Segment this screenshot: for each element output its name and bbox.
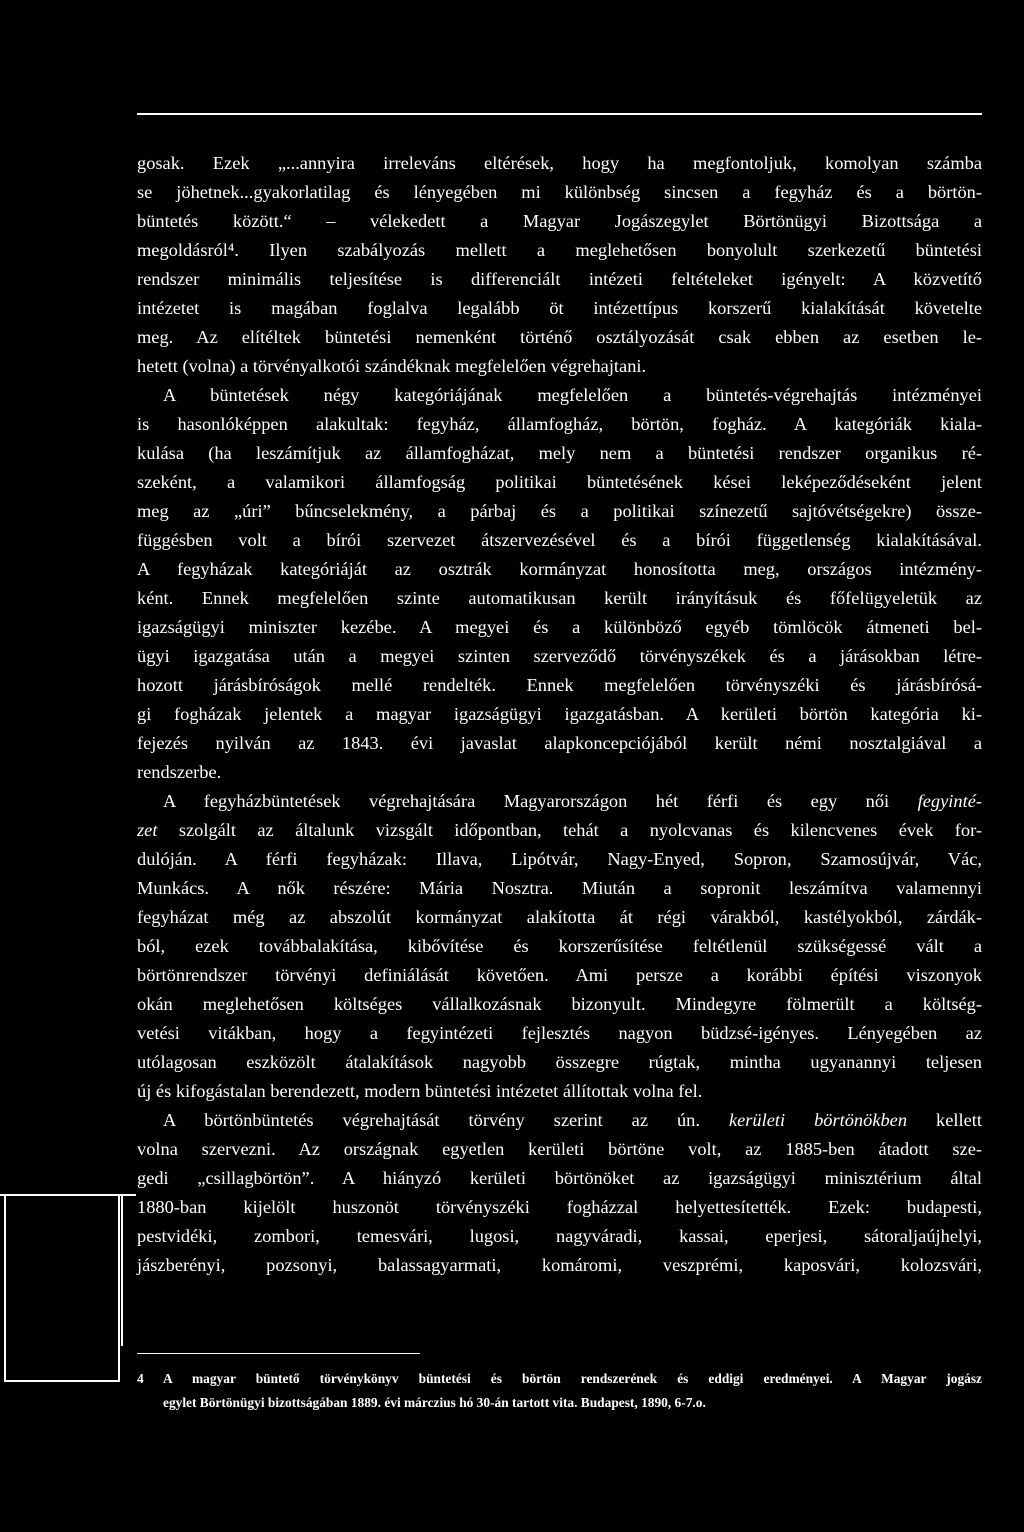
- text-line: is hasonlóképpen alakultak: fegyház, államfogház, börtön, fogház. A kategóriák kiala-: [137, 414, 982, 434]
- text-line: [137, 816, 982, 845]
- text-run: kellett: [907, 1110, 982, 1130]
- text-line: büntetés között.“ – vélekedett a Magyar Jogászegylet Börtönügyi Bizottsága a: [137, 211, 982, 231]
- text-line: 1880-ban kijelölt huszonöt törvényszéki fogházzal helyettesítették. Ezek: budapesti,: [137, 1197, 982, 1217]
- text-line: hetett (volna) a törvényalkotói szándéknak megfelelően végrehajtani.: [137, 356, 647, 376]
- text-line: fejezés nyilván az 1843. évi javaslat alapkoncepciójából került némi nosztalgiával a: [137, 733, 982, 753]
- text-line: új és kifogástalan berendezett, modern büntetési intézetet állítottak volna fel.: [137, 1081, 703, 1101]
- text-line: ügyi igazgatása után a megyei szinten szerveződő törvényszékek és a járásokban létre-: [137, 646, 982, 666]
- text-line: megoldásról⁴. Ilyen szabályozás mellett a meglehetősen bonyolult szerkezetű büntetési: [137, 240, 982, 260]
- text-line: vetési vitákban, hogy a fegyintézeti fejlesztés nagyon büdzsé-igényes. Lényegében az: [137, 1023, 982, 1043]
- text-line: ból, ezek továbbalakítása, kibővítése és korszerűsítése feltétlenül szükségessé vált a: [137, 936, 982, 956]
- text-line: kulása (ha leszámítjuk az államfogházat, mely nem a büntetési rendszer organikus ré-: [137, 443, 982, 463]
- text-line: meg az „úri” bűncselekmény, a párbaj és a politikai színezetű sajtóvétségekre) össze-: [137, 501, 982, 521]
- text-line: utólagosan eszközölt átalakítások nagyobb összegre rúgtak, mintha ugyanannyi teljesen: [137, 1052, 982, 1072]
- text-line: se jöhetnek...gyakorlatilag és lényegében mi különbség sincsen a fegyház és a börtön-: [137, 182, 982, 202]
- text-line: rendszerbe.: [137, 762, 222, 782]
- text-line: függésben volt a bírói szervezet átszervezésével és a bírói függetlenség kialakításával.: [137, 530, 982, 550]
- italic-term: fegyinté-: [917, 791, 982, 811]
- margin-rule: [0, 1194, 136, 1196]
- text-line: szeként, a valamikori államfogság politikai büntetésének kései leképeződéseként jelent: [137, 472, 982, 492]
- text-run: A börtönbüntetés végrehajtását törvény szerint az ún.: [163, 1110, 729, 1130]
- footnote-rule: [137, 1353, 420, 1354]
- text-line: gedi „csillagbörtön”. A hiányzó kerületi börtönöket az igazságügyi minisztérium által: [137, 1168, 982, 1188]
- text-line: intézetet is magában foglalva legalább öt intézettípus korszerű kialakítását követelte: [137, 298, 982, 318]
- text-line: börtönrendszer törvényi definiálását követően. Ami persze a korábbi építési viszonyok: [137, 965, 982, 985]
- margin-box: [4, 1194, 120, 1382]
- text-line: gi fogházak jelentek a magyar igazságügyi igazgatásban. A kerületi börtön kategória ki-: [137, 704, 982, 724]
- margin-bar: [121, 1196, 123, 1346]
- text-line: [137, 1106, 982, 1135]
- text-line: jászberényi, pozsonyi, balassagyarmati, komáromi, veszprémi, kaposvári, kolozsvári,: [137, 1255, 982, 1275]
- header-rule: [137, 113, 982, 115]
- text-line: okán meglehetősen költséges vállalkozásnak bizonyult. Mindegyre fölmerült a költség-: [137, 994, 982, 1014]
- body-text: [137, 149, 982, 1280]
- text-line: ként. Ennek megfelelően szinte automatikusan került irányításuk és főfelügyeletük az: [137, 588, 982, 608]
- text-line: rendszer minimális teljesítése is differenciált intézeti feltételeket igényelt: A közvetítő: [137, 269, 982, 289]
- text-line: meg. Az elítéltek büntetési nemenként történő osztályozását csak ebben az esetben le-: [137, 327, 982, 347]
- text-line: fegyházat még az abszolút kormányzat alakította át régi várakból, kastélyokból, zárdák-: [137, 907, 982, 927]
- text-line: gosak. Ezek „...annyira irreleváns eltérések, hogy ha megfontoljuk, komolyan számba: [137, 153, 982, 173]
- text-line: hozott járásbíróságok mellé rendelték. Ennek megfelelően törvényszéki és járásbírósá-: [137, 675, 982, 695]
- text-line: dulóján. A férfi fegyházak: Illava, Lipótvár, Nagy-Enyed, Sopron, Szamosújvár, Vác,: [137, 849, 982, 869]
- text-line: A fegyházak kategóriáját az osztrák kormányzat honosította meg, országos intézmény-: [137, 559, 982, 579]
- text-line: volna szervezni. Az országnak egyetlen kerületi börtöne volt, az 1885-ben átadott sze-: [137, 1139, 982, 1159]
- text-run: szolgált az általunk vizsgált időpontban, tehát a nyolcvanas és kilencvenes évek for-: [157, 820, 982, 840]
- text-run: A fegyházbüntetések végrehajtására Magyarországon hét férfi és egy női: [163, 791, 918, 811]
- footnote-line: [137, 1367, 982, 1391]
- text-line: A büntetések négy kategóriájának megfelelően a büntetés-végrehajtás intézményei: [163, 385, 982, 405]
- text-line: Munkács. A nők részére: Mária Nosztra. Miután a sopronit leszámítva valamennyi: [137, 878, 982, 898]
- text-line: igazságügyi miniszter kezébe. A megyei és a különböző egyéb tömlöcök átmeneti bel-: [137, 617, 982, 637]
- italic-term: kerületi börtönökben: [728, 1110, 908, 1130]
- text-line: [137, 787, 982, 816]
- text-line: pestvidéki, zombori, temesvári, lugosi, nagyváradi, kassai, eperjesi, sátoraljaújhelyi,: [137, 1226, 982, 1246]
- italic-term: zet: [137, 820, 158, 840]
- footnote-number: 4: [137, 1371, 144, 1386]
- footnote: [137, 1367, 982, 1415]
- footnote-text: A magyar büntető törvénykönyv büntetési és börtön rendszerének és eddigi eredményei. A Magyar jogász: [163, 1371, 982, 1386]
- footnote-line: egylet Börtönügyi bizottságában 1889. évi márczius hó 30-án tartott vita. Budapest, 1890, 6-7.o.: [163, 1395, 706, 1410]
